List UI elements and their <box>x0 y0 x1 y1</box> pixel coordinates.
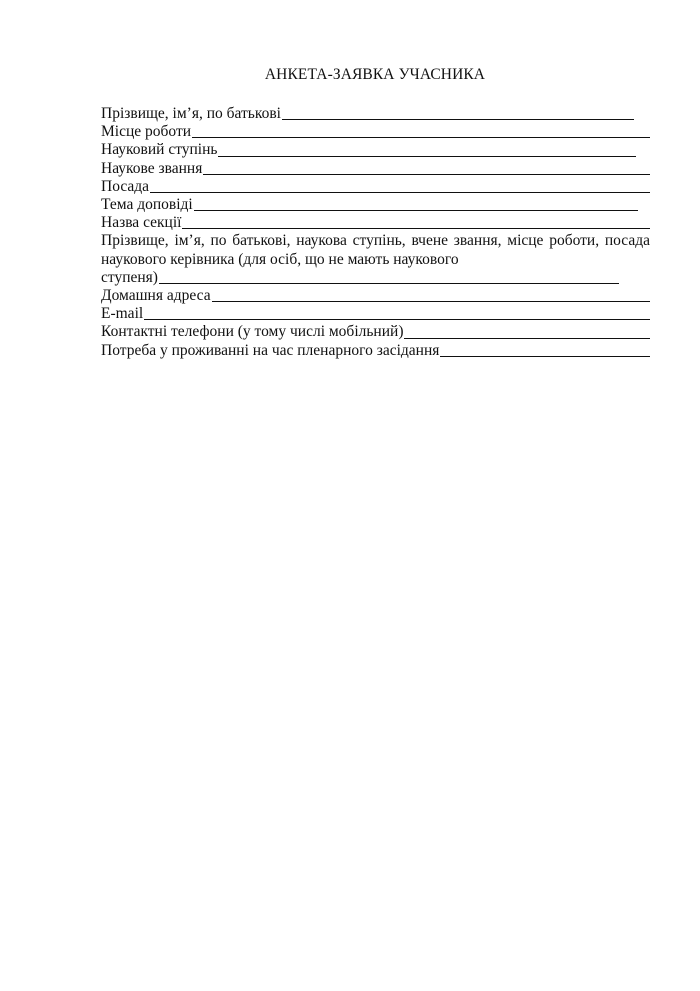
field-label: Науковий ступінь <box>101 141 218 159</box>
field-position <box>101 178 650 196</box>
fill-in-line[interactable] <box>218 156 636 157</box>
field-accommodation <box>101 342 650 360</box>
fill-in-line[interactable] <box>282 119 634 120</box>
field-academic-title <box>101 160 650 178</box>
field-label: Посада <box>101 177 150 195</box>
field-academic-degree <box>101 141 650 159</box>
fill-in-line[interactable] <box>182 228 650 229</box>
field-home-address <box>101 287 650 305</box>
field-label: Місце роботи <box>101 123 192 141</box>
page-title: АНКЕТА-ЗАЯВКА УЧАСНИКА <box>264 66 486 83</box>
field-label-tail: ступеня) <box>101 268 158 286</box>
fill-in-line[interactable] <box>144 319 650 320</box>
field-email <box>101 305 650 323</box>
field-full-name <box>101 105 650 123</box>
fill-in-line[interactable] <box>159 283 619 284</box>
fill-in-line[interactable] <box>150 192 650 193</box>
field-label: Контактні телефони (у тому числі мобільний) <box>101 323 404 341</box>
field-label: Тема доповіді <box>101 196 193 214</box>
field-workplace <box>101 123 650 141</box>
fill-in-line[interactable] <box>192 137 650 138</box>
field-label: Прізвище, ім’я, по батькові <box>101 105 281 122</box>
fill-in-line[interactable] <box>440 356 650 357</box>
fill-in-line[interactable] <box>212 301 650 302</box>
fill-in-line[interactable] <box>203 174 650 175</box>
field-phones <box>101 323 650 341</box>
application-form <box>101 105 650 360</box>
fill-in-line[interactable] <box>404 338 650 339</box>
field-supervisor <box>101 232 650 287</box>
field-label: E-mail <box>101 305 144 323</box>
fill-in-line[interactable] <box>194 210 638 211</box>
field-label: Назва секції <box>101 214 182 232</box>
field-label: Потреба у проживанні на час пленарного засідання <box>101 341 440 359</box>
field-section-name <box>101 214 650 232</box>
field-label: Наукове звання <box>101 159 203 177</box>
field-label: Домашня адреса <box>101 287 211 305</box>
field-report-topic <box>101 196 650 214</box>
field-label: Прізвище, ім’я, по батькові, наукова ступінь, вчене звання, місце роботи, посада наукового керівника (для осіб, що не мають наукового <box>101 232 650 268</box>
